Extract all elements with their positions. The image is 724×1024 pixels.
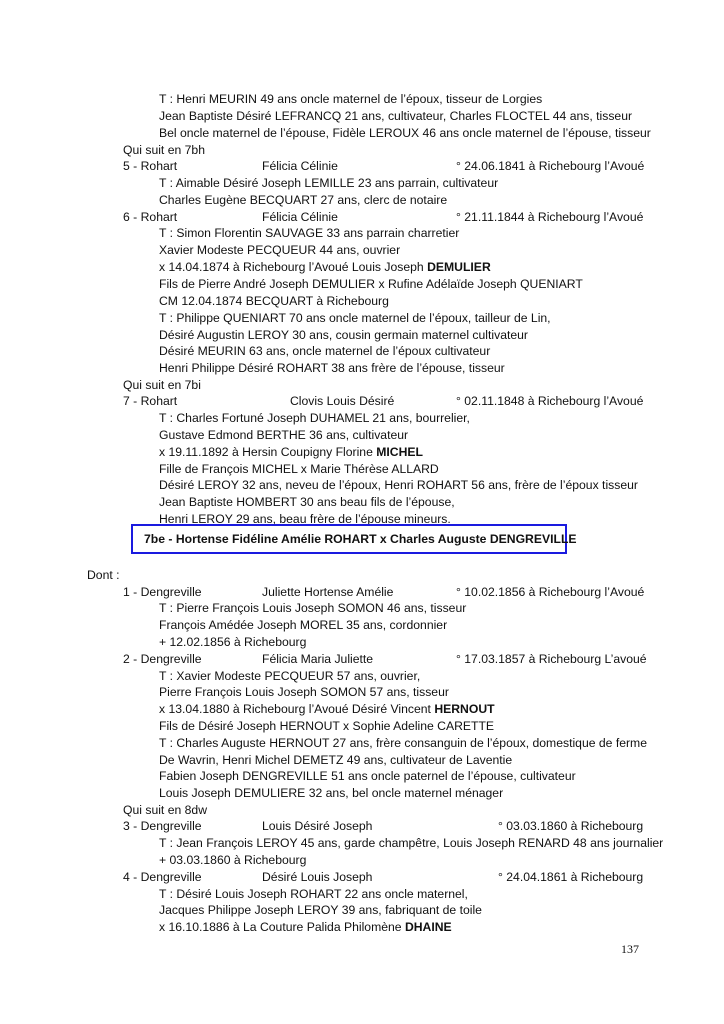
witness-line: Jean Baptiste HOMBERT 30 ans beau fils de l’épouse, [159, 495, 455, 509]
entry-birth: ° 24.06.1841 à Richebourg l’Avoué [456, 159, 645, 173]
witness-line: T : Philippe QUENIART 70 ans oncle maternel de l’époux, tailleur de Lin, [159, 311, 551, 325]
entry-given-names: Désiré Louis Joseph [262, 870, 373, 884]
witness-line: Gustave Edmond BERTHE 36 ans, cultivateur [159, 428, 409, 442]
witness-line: T : Pierre François Louis Joseph SOMON 46 ans, tisseur [159, 601, 467, 615]
marriage-line: x 19.11.1892 à Hersin Coupigny Florine MICHEL [159, 445, 423, 459]
section-header-box [131, 524, 577, 554]
death-line: + 12.02.1856 à Richebourg [159, 635, 307, 649]
entry-given-names: Juliette Hortense Amélie [262, 585, 394, 599]
entry-surname: 4 - Dengreville [123, 870, 202, 884]
witness-line: Jacques Philippe Joseph LEROY 39 ans, fabriquant de toile [159, 903, 482, 917]
witness-line: Henri Philippe Désiré ROHART 38 ans frère de l’épouse, tisseur [159, 361, 505, 375]
entry-surname: 6 - Rohart [123, 210, 178, 224]
witness-line: Désiré MEURIN 63 ans, oncle maternel de l’époux cultivateur [159, 344, 491, 358]
entry-given-names: Félicia Célinie [262, 210, 338, 224]
witness-line: T : Henri MEURIN 49 ans oncle maternel de l’époux, tisseur de Lorgies [159, 92, 543, 106]
death-line: + 03.03.1860 à Richebourg [159, 853, 307, 867]
dont-label: Dont : [87, 568, 120, 582]
witness-line: T : Charles Fortuné Joseph DUHAMEL 21 ans, bourrelier, [159, 411, 470, 425]
entry-given-names: Louis Désiré Joseph [262, 819, 373, 833]
witness-line: Louis Joseph DEMULIERE 32 ans, bel oncle maternel ménager [159, 786, 504, 800]
entry-birth: ° 10.02.1856 à Richebourg l’Avoué [456, 585, 645, 599]
witness-line: François Amédée Joseph MOREL 35 ans, cordonnier [159, 618, 448, 632]
entry-surname: 2 - Dengreville [123, 652, 202, 666]
entry-surname: 7 - Rohart [123, 394, 178, 408]
entry-given-names: Félicia Maria Juliette [262, 652, 374, 666]
marriage-line: x 13.04.1880 à Richebourg l’Avoué Désiré Vincent HERNOUT [159, 702, 495, 716]
marriage-line: x 16.10.1886 à La Couture Palida Philomène DHAINE [159, 920, 452, 934]
witness-line: T : Xavier Modeste PECQUEUR 57 ans, ouvrier, [159, 669, 421, 683]
witness-line: T : Jean François LEROY 45 ans, garde champêtre, Louis Joseph RENARD 48 ans journalier [159, 836, 664, 850]
continuation-note: Qui suit en 7bi [123, 378, 201, 392]
entry-surname: 5 - Rohart [123, 159, 178, 173]
witness-line: Bel oncle maternel de l’épouse, Fidèle LEROUX 46 ans oncle maternel de l’épouse, tisseur [159, 126, 651, 140]
continuation-note: Qui suit en 8dw [123, 803, 208, 817]
entry-birth: ° 03.03.1860 à Richebourg [498, 819, 644, 833]
witness-line: Fabien Joseph DENGREVILLE 51 ans oncle paternel de l’épouse, cultivateur [159, 769, 576, 783]
continuation-note: Qui suit en 7bh [123, 143, 205, 157]
witness-line: Henri LEROY 29 ans, beau frère de l’épouse mineurs. [159, 512, 451, 526]
page-number: 137 [621, 942, 639, 956]
parents-line: Fils de Désiré Joseph HERNOUT x Sophie Adeline CARETTE [159, 719, 495, 733]
entry-given-names: Félicia Célinie [262, 159, 338, 173]
witness-line: T : Aimable Désiré Joseph LEMILLE 23 ans parrain, cultivateur [159, 176, 499, 190]
witness-line: De Wavrin, Henri Michel DEMETZ 49 ans, cultivateur de Laventie [159, 753, 513, 767]
entry-birth: ° 21.11.1844 à Richebourg l’Avoué [456, 210, 644, 224]
witness-line: Jean Baptiste Désiré LEFRANCQ 21 ans, cultivateur, Charles FLOCTEL 44 ans, tisseur [159, 109, 633, 123]
witness-line: Désiré Augustin LEROY 30 ans, cousin germain maternel cultivateur [159, 328, 528, 342]
witness-line: T : Simon Florentin SAUVAGE 33 ans parrain charretier [159, 226, 460, 240]
marriage-line: x 14.04.1874 à Richebourg l’Avoué Louis Joseph DEMULIER [159, 260, 491, 274]
parents-line: Fils de Pierre André Joseph DEMULIER x Rufine Adélaïde Joseph QUENIART [159, 277, 583, 291]
entry-given-names: Clovis Louis Désiré [290, 394, 395, 408]
contract-line: CM 12.04.1874 BECQUART à Richebourg [159, 294, 389, 308]
witness-line: T : Désiré Louis Joseph ROHART 22 ans oncle maternel, [159, 887, 468, 901]
entry-birth: ° 17.03.1857 à Richebourg L’avoué [456, 652, 647, 666]
witness-line: Désiré LEROY 32 ans, neveu de l’époux, Henri ROHART 56 ans, frère de l’époux tisseur [159, 478, 638, 492]
witness-line: Xavier Modeste PECQUEUR 44 ans, ouvrier [159, 243, 401, 257]
witness-line: Pierre François Louis Joseph SOMON 57 ans, tisseur [159, 685, 449, 699]
section-header: 7be - Hortense Fidéline Amélie ROHART x Charles Auguste DENGREVILLE [144, 532, 577, 546]
witness-line: T : Charles Auguste HERNOUT 27 ans, frère consanguin de l’époux, domestique de ferme [159, 736, 647, 750]
entry-birth: ° 02.11.1848 à Richebourg l’Avoué [456, 394, 644, 408]
witness-line: Charles Eugène BECQUART 27 ans, clerc de notaire [159, 193, 448, 207]
entry-surname: 3 - Dengreville [123, 819, 202, 833]
parents-line: Fille de François MICHEL x Marie Thérèse ALLARD [159, 462, 439, 476]
entry-birth: ° 24.04.1861 à Richebourg [498, 870, 644, 884]
entry-surname: 1 - Dengreville [123, 585, 202, 599]
